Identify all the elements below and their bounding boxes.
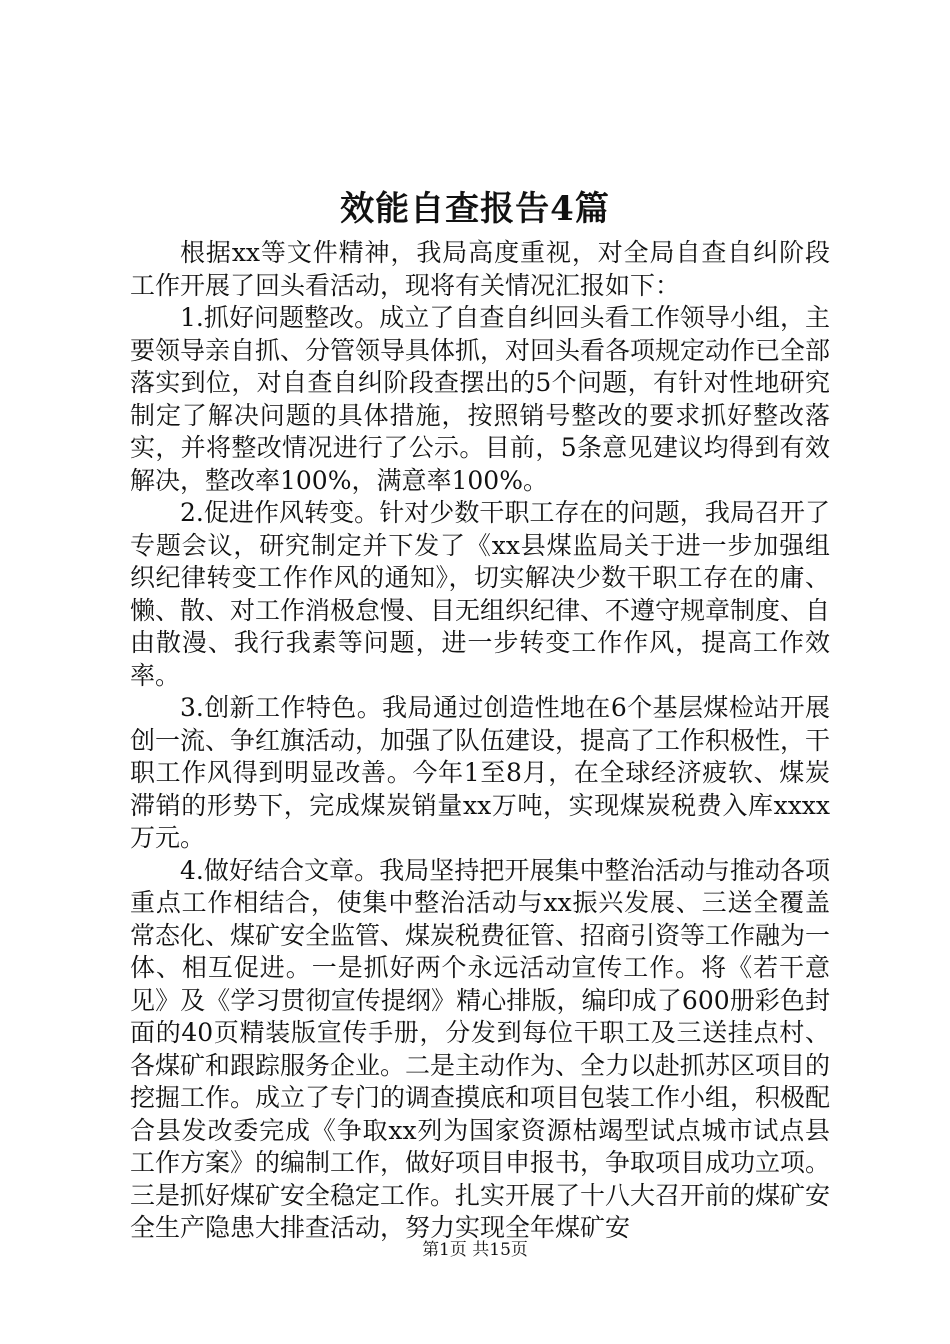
paragraph-item-4: 4.做好结合文章。我局坚持把开展集中整治活动与推动各项重点工作相结合，使集中整治活动与xx振兴发展、三送全覆盖常态化、煤矿安全监管、煤炭税费征管、招商引资等工作融为一体、相互促进。一是抓好两个永远活动宣传工作。将《若干意见》及《学习贯彻宣传提纲》精心排版，编印成了600册彩色封面的40页精装版宣传手册，分发到每位干职工及三送挂点村、各煤矿和跟踪服务企业。二是主动作为、全力以赴抓苏区项目的挖掘工作。成立了专门的调查摸底和项目包装工作小组，积极配合县发改委完成《争取xx列为国家资源枯竭型试点城市试点县工作方案》的编制工作，做好项目申报书，争取项目成功立项。三是抓好煤矿安全稳定工作。扎实开展了十八大召开前的煤矿安全生产隐患大排查活动，努力实现全年煤矿安	[130, 855, 831, 1242]
paragraph-intro: 根据xx等文件精神，我局高度重视，对全局自查自纠阶段工作开展了回头看活动，现将有关情况汇报如下：	[130, 238, 830, 300]
paragraph-item-1: 1.抓好问题整改。成立了自查自纠回头看工作领导小组，主要领导亲自抓、分管领导具体抓，对回头看各项规定动作已全部落实到位，对自查自纠阶段查摆出的5个问题，有针对性地研究制定了解决问题的具体措施，按照销号整改的要求抓好整改落实，并将整改情况进行了公示。目前，5条意见建议均得到有效解决，整改率100%，满意率100%。	[130, 303, 831, 495]
document-title: 效能自查报告4篇	[340, 189, 610, 229]
paragraph-item-2: 2.促进作风转变。针对少数干职工存在的问题，我局召开了专题会议，研究制定并下发了《xx县煤监局关于进一步加强组织纪律转变工作作风的通知》，切实解决少数干职工存在的庸、懒、散、对工作消极怠慢、目无组织纪律、不遵守规章制度、自由散漫、我行我素等问题，进一步转变工作作风，提高工作效率。	[130, 498, 831, 690]
page-number-footer: 第1页 共15页	[422, 1240, 528, 1260]
paragraph-item-3: 3.创新工作特色。我局通过创造性地在6个基层煤检站开展创一流、争红旗活动，加强了队伍建设，提高了工作积极性，干职工作风得到明显改善。今年1至8月，在全球经济疲软、煤炭滞销的形势下，完成煤炭销量xx万吨，实现煤炭税费入库xxxx万元。	[130, 693, 831, 852]
document-body	[130, 237, 830, 1245]
